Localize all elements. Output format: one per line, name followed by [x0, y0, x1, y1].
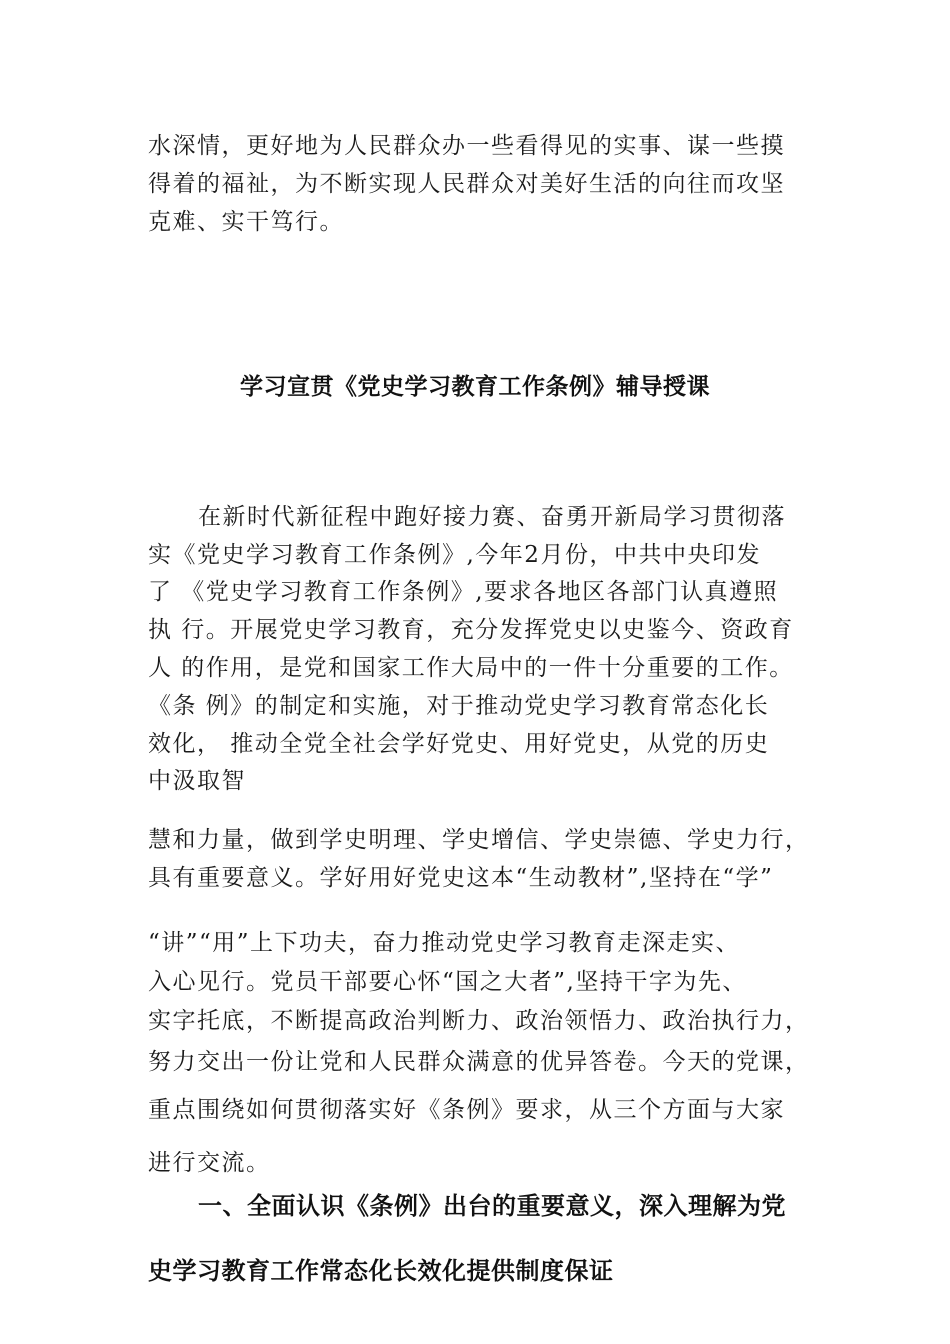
- section-heading-line2: 史学习教育工作常态化长效化提供制度保证: [148, 1257, 614, 1285]
- body-line: 中汲取智: [148, 768, 246, 794]
- body-line: 执 行。开展党史学习教育，充分发挥党史以史鉴今、资政育: [148, 617, 794, 643]
- body-line: 努力交出一份让党和人民群众满意的优异答卷。今天的党课，: [148, 1049, 810, 1075]
- body-line: 实字托底，不断提高政治判断力、政治领悟力、政治执行力，: [148, 1008, 810, 1034]
- body-line: “讲”“用”上下功夫，奋力推动党史学习教育走深走实、: [148, 930, 741, 956]
- body-line: 实《党史学习教育工作条例》,今年2月份，中共中央印发: [148, 542, 761, 568]
- body-line: 慧和力量，做到学史明理、学史增信、学史崇德、学史力行，: [148, 827, 810, 853]
- body-line: 进行交流。: [148, 1150, 271, 1176]
- body-line: 重点围绕如何贯彻落实好《条例》要求，从三个方面与大家: [148, 1097, 785, 1123]
- section-heading-line1: 一、全面认识《条例》出台的重要意义，深入理解为党: [198, 1192, 786, 1220]
- body-line: 具有重要意义。学好用好党史这本“生动教材”,坚持在“学”: [148, 865, 774, 891]
- body-line: 人 的作用，是党和国家工作大局中的一件十分重要的工作。: [148, 655, 794, 681]
- intro-line: 水深情，更好地为人民群众办一些看得见的实事、谋一些摸: [148, 133, 785, 159]
- document-title: 学习宣贯《党史学习教育工作条例》辅导授课: [240, 374, 710, 400]
- body-line: 了 《党史学习教育工作条例》,要求各地区各部门认真遵照: [148, 579, 779, 605]
- body-line: 在新时代新征程中跑好接力赛、奋勇开新局学习贯彻落: [198, 504, 786, 530]
- body-line: 《条 例》的制定和实施，对于推动党史学习教育常态化长: [148, 693, 770, 719]
- body-line: 效化， 推动全党全社会学好党史、用好党史，从党的历史: [148, 731, 770, 757]
- intro-line: 克难、实干笃行。: [148, 209, 344, 235]
- body-line: 入心见行。党员干部要心怀“国之大者”,坚持干字为先、: [148, 969, 747, 995]
- intro-line: 得着的福祉，为不断实现人民群众对美好生活的向往而攻坚: [148, 171, 785, 197]
